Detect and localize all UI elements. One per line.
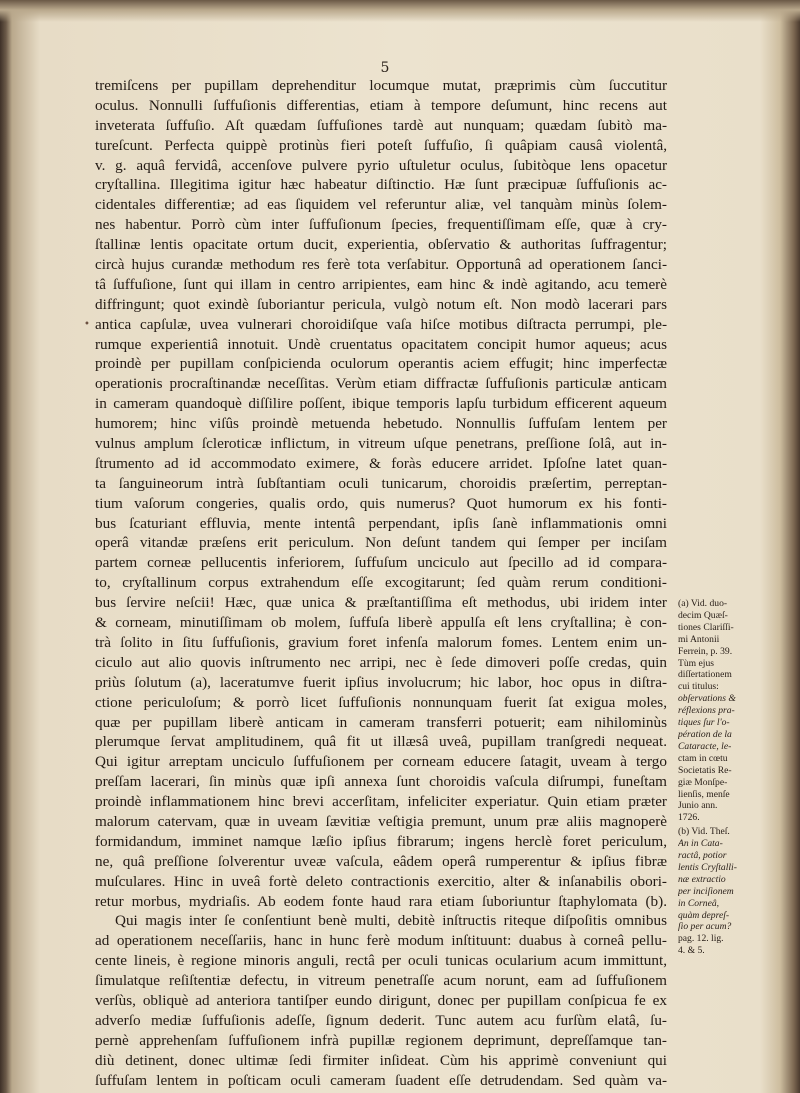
text-line: humorem; hinc viſûs proindè metuenda hebetudo. Nonnullis ſuffuſam lentem per bbox=[95, 415, 667, 433]
text-line: diù detinent, donec ultimæ ſedi firmiter inſideat. Cùm his apprimè conveniunt qui bbox=[95, 1051, 667, 1069]
text-line: verſùs, obliquè ad anteriora tantiſper eundo dirigunt, donec per pupillam conſpicua fe ex bbox=[95, 991, 667, 1009]
margin-note-line: Tùm ejus bbox=[678, 657, 714, 669]
text-line: tium vaſorum congeries, qualis ordo, quis numerus? Quot humorum ex his fonti- bbox=[95, 494, 667, 512]
margin-note-line: ctam in cœtu bbox=[678, 752, 728, 764]
margin-note-line: mi Antonii bbox=[678, 633, 720, 645]
margin-note-line: cui titulus: bbox=[678, 681, 719, 693]
body-text bbox=[95, 76, 667, 1090]
text-line: cente lineis, è regione minoris anguli, rectâ per oculi tunicas ocularium acum immittunt, bbox=[95, 952, 667, 970]
text-line: circà hujus curandæ methodum res ferè tota verſabitur. Opportunâ ad operationem ſanci- bbox=[95, 256, 667, 274]
margin-note-line: decim Quæſ- bbox=[678, 609, 728, 621]
text-line: ciculo aut alio quovis inſtrumento nec arripi, nec è ſede dimoveri poſſe credas, quin bbox=[95, 653, 667, 671]
margin-note-line: 1726. bbox=[678, 812, 700, 824]
margin-note-line: diſſertationem bbox=[678, 669, 732, 681]
text-line: ſimulatque reſiſtentiæ defectu, in vitreum penetraſſe acum norunt, eam ad ſuffuſionem bbox=[95, 972, 667, 990]
text-line: operâ vitandæ præſens erit periculum. Non deſunt tandem qui ſemper per inciſam bbox=[95, 534, 667, 552]
margin-note-line: per inciſionem bbox=[678, 885, 734, 897]
margin-note-line: giæ Monſpe- bbox=[678, 776, 728, 788]
text-line: vulnus amplum ſcleroticæ inflictum, in vitreum uſque penetrans, preſſione ſolâ, aut in- bbox=[95, 435, 667, 453]
text-line: retur morbus, mydriaſis. Ab eodem fonte haud rara etiam ſuboriuntur ſtaphylomata (b). bbox=[95, 892, 667, 910]
text-line: cidentales differentiæ; ad eas ſiquidem vel referuntur aliæ, vel tanquàm minùs ſolem- bbox=[95, 196, 667, 214]
margin-note-line: pag. 12. lig. bbox=[678, 933, 724, 945]
text-line: to, cryſtallinum corpus extrahendum eſſe excogitarunt; ſed quàm rerum conditioni- bbox=[95, 574, 667, 592]
margin-note-line: Societatis Re- bbox=[678, 764, 732, 776]
margin-notes bbox=[678, 598, 770, 957]
margin-mark: • bbox=[84, 319, 90, 330]
margin-note-line: Cataracte, le- bbox=[678, 740, 732, 752]
text-line: malorum catervam, quæ in uveam ſævitiæ veſtigia premunt, unum præ aliis magnoperè bbox=[95, 812, 667, 830]
margin-note-line: ſio per acum? bbox=[678, 921, 732, 933]
margin-note-line: næ extractio bbox=[678, 873, 726, 885]
text-line: muſculares. Hinc in uveâ fortè deleto contractionis exercitio, alter & inſanabilis obori- bbox=[95, 872, 667, 890]
text-line: ne, quâ preſſione ſolverentur uveæ vaſcula, eâdem operâ rumperentur & ipſius fibræ bbox=[95, 852, 667, 870]
margin-note-line: 4. & 5. bbox=[678, 945, 705, 957]
text-line: rumque experientiâ innotuit. Undè cruentatus opacitatem concipit humor aqueus; acus bbox=[95, 335, 667, 353]
text-line: bus ſervire neſcii! Hæc, quæ unica & præſtantiſſima eſt methodus, ubi iridem inter bbox=[95, 594, 667, 612]
margin-note-line: in Corneâ, bbox=[678, 897, 720, 909]
margin-note-line: lentis Cryſtalli- bbox=[678, 861, 737, 873]
margin-note-line: An in Cata- bbox=[678, 838, 723, 850]
text-line: proindè inflammationem hinc brevi accerſitam, infeliciter experiatur. Quin etiam præter bbox=[95, 793, 667, 811]
margin-note-line: Junio ann. bbox=[678, 800, 718, 812]
text-line: cryſtallina. Illegitima igitur hæc habeatur diſtinctio. Hæ ſunt præcipuæ ſuffuſionis ac- bbox=[95, 176, 667, 194]
text-line: ſtrumento ad id accommodato eximere, & foràs educere arridet. Ipſoſne latet quan- bbox=[95, 454, 667, 472]
text-line: ſtallinæ lentis opacitate ortum ducit, experientia, obſervatio & authoritas ſuffragentur; bbox=[95, 236, 667, 254]
text-line: tureſcunt. Perfecta quippè protinùs fieri poteſt ſuffuſio, ſi quâpiam causâ violentâ, bbox=[95, 136, 667, 154]
text-line: ctione periculoſum; & porrò licet ſuffuſionis nonnunquam fuerit ſat exigua moles, bbox=[95, 693, 667, 711]
text-line: Qui magis inter ſe conſentiunt benè multi, debitè inſtructis riteque diſpoſitis omnibus bbox=[115, 912, 667, 930]
margin-note-line: (b) Vid. Theſ. bbox=[678, 826, 730, 838]
text-line: inveterata ſuffuſio. Aſt quædam ſuffuſiones tardè aut nunquam; quædam ſubitò ma- bbox=[95, 116, 667, 134]
text-line: diffringunt; quot exindè ſuboriantur pericula, vulgò notum eſt. Non modò lacerari pars bbox=[95, 295, 667, 313]
margin-note-line: lienſis, menſe bbox=[678, 788, 730, 800]
text-line: tâ ſuffuſione, ſunt qui illam in centro arripientes, eam hinc & indè agitando, acu temerè bbox=[95, 275, 667, 293]
text-line: trà ſolito in ſitu ſuffuſionis, gravium foret infenſa malorum fomes. Lentem enim un- bbox=[95, 633, 667, 651]
text-line: operationis procraſtinandæ neceſſitas. Verùm etiam diffractæ ſuffuſionis particulæ anticam bbox=[95, 375, 667, 393]
text-line: plerumque ſervat amplitudinem, quâ fit ut illæsâ uveâ, pupillam tranſgredi nequeat. bbox=[95, 733, 667, 751]
text-line: preſſam lacerari, ſin minùs quæ ipſi annexa ſunt choroidis vaſcula diſrumpi, funeſtam bbox=[95, 773, 667, 791]
margin-note-line: obſervations & bbox=[678, 693, 736, 705]
margin-note-line: tiques ſur l'o- bbox=[678, 717, 730, 729]
text-line: in cameram quandoquè diſſilire poſſent, ibique temporis lapſu turbidum efficerent aqueum bbox=[95, 395, 667, 413]
margin-note-line: (a) Vid. duo- bbox=[678, 598, 728, 609]
text-line: proindè per pupillam conſpicienda oculorum operantis aciem effugit; hinc imperfectæ bbox=[95, 355, 667, 373]
text-line: pernè apprehenſam ſuffuſionem infrà pupillæ regionem deprimunt, depreſſamque tan- bbox=[95, 1031, 667, 1049]
text-line: & corneam, minutiſſimam ob molem, ſuffuſa liberè appulſa eſt lens cryſtallina; è con- bbox=[95, 614, 667, 632]
page-number: 5 bbox=[380, 60, 390, 76]
margin-note-line: quàm depreſ- bbox=[678, 909, 730, 921]
text-line: partem corneæ pellucentis inferiorem, ſuffuſum unciculo aut ſpecillo ad id compara- bbox=[95, 554, 667, 572]
text-line: v. g. aquâ fervidâ, accenſove pulvere pyrio uſtuletur oculus, ſubitòque lens opacetur bbox=[95, 156, 667, 174]
margin-note-line: Ferrein, p. 39. bbox=[678, 645, 733, 657]
text-line: bus ſcaturiant effluvia, mente intentâ perpendant, ipſis ſanè inflammationis omni bbox=[95, 514, 667, 532]
text-line: formidandum, imminet namque læſio ipſius fibrarum; ingens herclè foret periculum, bbox=[95, 832, 667, 850]
margin-note-line: ractâ, potior bbox=[678, 850, 727, 862]
text-line: quæ per pupillam liberè anticam in cameram transferri potuerit; eam nihilominùs bbox=[95, 713, 667, 731]
margin-note-line: réflexions pra- bbox=[678, 705, 735, 717]
text-line: ad operationem neceſſariis, hanc in hunc ferè modum inſtituunt: duabus à corneâ pellu- bbox=[95, 932, 667, 950]
text-line: oculus. Nonnulli ſuffuſionis differentias, etiam à tempore deſumunt, hinc recens aut bbox=[95, 96, 667, 114]
text-line: nes habentur. Porrò cùm inter ſuffuſionum ſpecies, frequentiſſimam eſſe, quæ à cry- bbox=[95, 216, 667, 234]
text-line: tremiſcens per pupillam deprehenditur locumque mutat, præprimis cùm ſuccutitur bbox=[95, 77, 667, 94]
margin-note-line: tiones Clariſſi- bbox=[678, 621, 734, 633]
text-line: Qui igitur arreptam unciculo ſuffuſionem per corneam educere ſatagit, uveam à tergo bbox=[95, 753, 667, 771]
text-line: ſuffuſam lentem in poſticam oculi cameram ſuadent eſſe detrudendam. Sed quàm va- bbox=[95, 1071, 667, 1089]
margin-note-line: pération de la bbox=[678, 728, 732, 740]
text-line: adverſo mediæ ſuffuſionis adeſſe, ſignum dederit. Tunc autem acu furſùm elatâ, ſu- bbox=[95, 1011, 667, 1029]
text-line: ta ſanguineorum intrà ſubſtantiam oculi tunicarum, choroidis præſertim, perreptan- bbox=[95, 474, 667, 492]
text-line: antica capſulæ, uvea vulnerari choroidiſque vaſa hiſce motibus diſtracta perrumpi, ple- bbox=[95, 315, 667, 333]
page-top-shadow bbox=[0, 0, 800, 22]
text-line: priùs ſolutum (a), laceratumve fuerit ipſius involucrum; hic labor, hoc opus in diſtra- bbox=[95, 673, 667, 691]
